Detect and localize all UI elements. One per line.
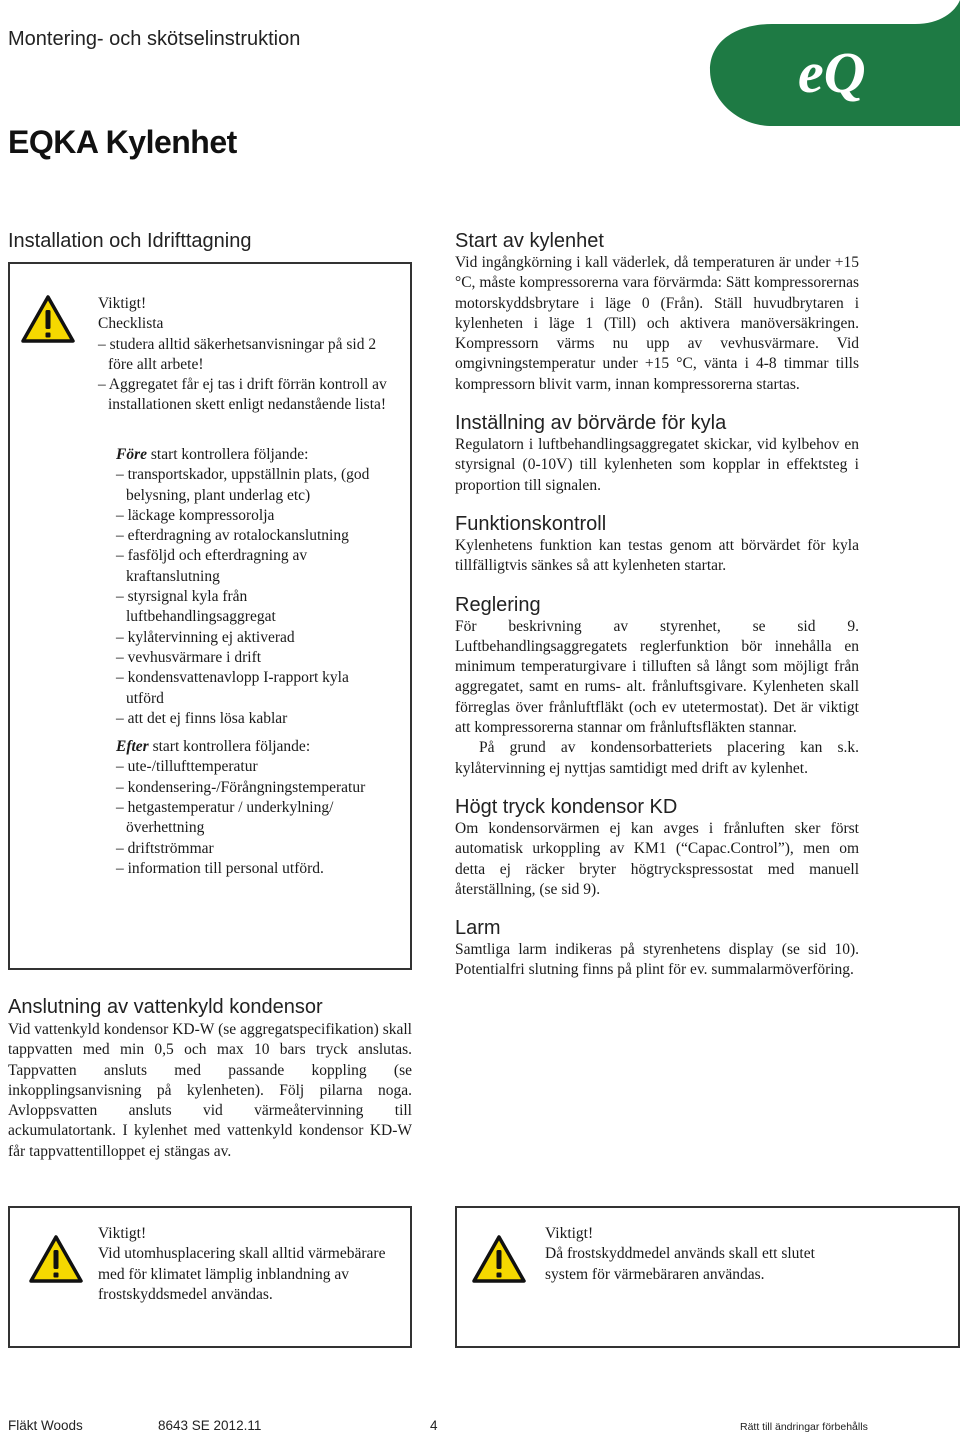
after-start-heading [116, 737, 390, 757]
list-item: – driftströmmar [116, 839, 214, 857]
checklist-warning-box [8, 262, 412, 970]
section-text: Samtliga larm indikeras på styrenhetens display (se sid 10). Potentialfri slutning finns på plint för ev. summalarmöverföring. [455, 941, 859, 979]
section-high-pressure [455, 796, 859, 900]
list-item: – fasföljd och efterdragning av kraftanslutning [116, 547, 308, 585]
list-item: – Aggregatet får ej tas i drift förrän kontroll av installationen skett enligt nedanstående lista! [98, 376, 387, 414]
before-start-list [116, 465, 390, 729]
section-text: Regulatorn i luftbehandlingsaggregatet skickar, vid kylbehov en styrsignal (0-10V) till kylenheten som kopplar in effektsteg i proportion till signalen. [455, 436, 859, 494]
warning-triangle-icon [20, 294, 76, 344]
section-heading: Start av kylenhet [455, 230, 604, 252]
water-condenser-heading: Anslutning av vattenkyld kondensor [8, 996, 323, 1018]
footer-rights: Rätt till ändringar förbehålls [740, 1421, 868, 1433]
checklist-intro: Checklista [98, 315, 164, 333]
antifreeze-warning-box [455, 1206, 960, 1348]
section-text: Vid ingångkörning i kall väderlek, då temperaturen är under +15 °C, måste kompressorerna vara förvärmda: Sätt kompressorernas motorskyddsbrytare i läge 0 (Från). Ställ huvudbrytaren i kylenheten i läge 1 (Till) och aktivera manöversäkringen. Kompressorn värms nu upp av vevhusvärmare. Vid omgivningstemperatur under +15 °C, vänta i 4-8 timmar tills kompressorn blivit varm, innan kompressorerna startas. [455, 254, 859, 393]
right-column [455, 230, 859, 981]
before-emphasis: Före [116, 446, 147, 463]
list-item: – ute-/tillufttemperatur [116, 758, 258, 776]
list-item: – vevhusvärmare i drift [116, 648, 262, 666]
checklist-general [98, 335, 390, 416]
footer-page-number: 4 [430, 1418, 438, 1433]
list-item: – kondensering-/Förångningstemperatur [116, 778, 366, 796]
list-item: – studera alltid säkerhetsanvisningar på sid 2 före allt arbete! [98, 335, 377, 373]
section-start [455, 230, 859, 395]
section-heading: Inställning av börvärde för kyla [455, 412, 727, 435]
section-text: På grund av kondensorbatteriets placering kan s.k. kylåtervinning ej nyttjas samtidigt med drift av kylenhet. [455, 739, 859, 777]
list-item: – transportskador, uppställnin plats, (god belysning, plant underlag etc) [116, 466, 370, 504]
warning-text: Vid utomhusplacering skall alltid värmebärare med för klimatet lämplig inblandning av frostskyddsmedel användas. [98, 1245, 386, 1303]
section-heading: Reglering [455, 593, 541, 616]
before-start-heading [116, 445, 390, 465]
section-heading: Högt tryck kondensor KD [455, 795, 678, 818]
warning-text: Då frostskyddmedel används skall ett slutet system för värmebäraren användas. [545, 1245, 815, 1283]
section-text: Om kondensorvärmen ej kan avges i frånluften sker först automatisk urkoppling av KM1 (“Capac.Control”), men om detta ej räcker bryter högtryckspressostat med manuell återställning, (se sid 9). [455, 819, 859, 898]
warning-title: Viktigt! [98, 1225, 147, 1242]
list-item: – efterdragning av rotalockanslutning [116, 527, 349, 545]
after-emphasis: Efter [116, 738, 149, 756]
section-alarm [455, 917, 859, 981]
warning-title: Viktigt! [98, 295, 147, 312]
before-rest: start kontrollera följande: [147, 446, 309, 463]
eq-logo [680, 0, 960, 126]
after-rest: start kontrollera följande: [148, 738, 311, 756]
list-item: – styrsignal kyla från luftbehandlingsaggregat [116, 588, 276, 626]
outdoor-warning-box [8, 1206, 412, 1348]
list-item: – läckage kompressorolja [116, 506, 275, 524]
install-heading: Installation och Idrifttagning [8, 230, 252, 252]
warning-triangle-icon [471, 1234, 527, 1284]
section-function-check [455, 513, 859, 577]
section-heading: Funktionskontroll [455, 512, 607, 535]
section-text: För beskrivning av styrenhet, se sid 9. Luftbehandlingsaggregatets reglerfunktion bör innehålla en minimum temperaturgivare i tilluften så långt som möjligt från aggregatet, samt en rums- alt. frånluftsgivare. Kylenheten skall förreglas över frånluftfläkt (och ev utetermostat). Det är viktigt att kompressorerna stannar om frånluftsfläkten stannar. [455, 617, 859, 737]
list-item: – att det ej finns lösa kablar [116, 709, 288, 727]
list-item: – kondensvattenavlopp I-rapport kyla utförd [116, 669, 349, 707]
footer-company: Fläkt Woods [8, 1418, 83, 1433]
document-title: Montering- och skötselinstruktion [8, 28, 301, 50]
list-item: – hetgastemperatur / underkylning/ överhettning [116, 799, 334, 837]
page-title: EQKA Kylenhet [8, 124, 237, 160]
footer-document-number: 8643 SE 2012.11 [158, 1418, 262, 1433]
list-item: – information till personal utförd. [116, 859, 324, 877]
list-item: – kylåtervinning ej aktiverad [116, 628, 295, 646]
water-condenser-text: Vid vattenkyld kondensor KD-W (se aggregatspecifikation) skall tappvatten med min 0,5 och max 10 bars tryck anslutas. Tappvatten ansluts med passande koppling (se inkopplingsanvisning på kylenheten). Följ pilarna noga. Avloppsvatten ansluts vid värmeåtervinning till ackumulatortank. I kylenhet med vattenkyld kondensor KD-W får tappvattentilloppet ej stängas av. [8, 1021, 412, 1160]
section-regulation [455, 594, 859, 779]
section-heading: Larm [455, 917, 501, 940]
section-text: Kylenhetens funktion kan testas genom att börvärdet för kyla tillfälligtvis sänkes så att kylenheten startar. [455, 536, 859, 575]
section-setpoint [455, 412, 859, 496]
after-start-list [116, 757, 390, 879]
warning-triangle-icon [28, 1234, 84, 1284]
logo-text: eQ [798, 40, 866, 105]
warning-title: Viktigt! [545, 1225, 594, 1242]
